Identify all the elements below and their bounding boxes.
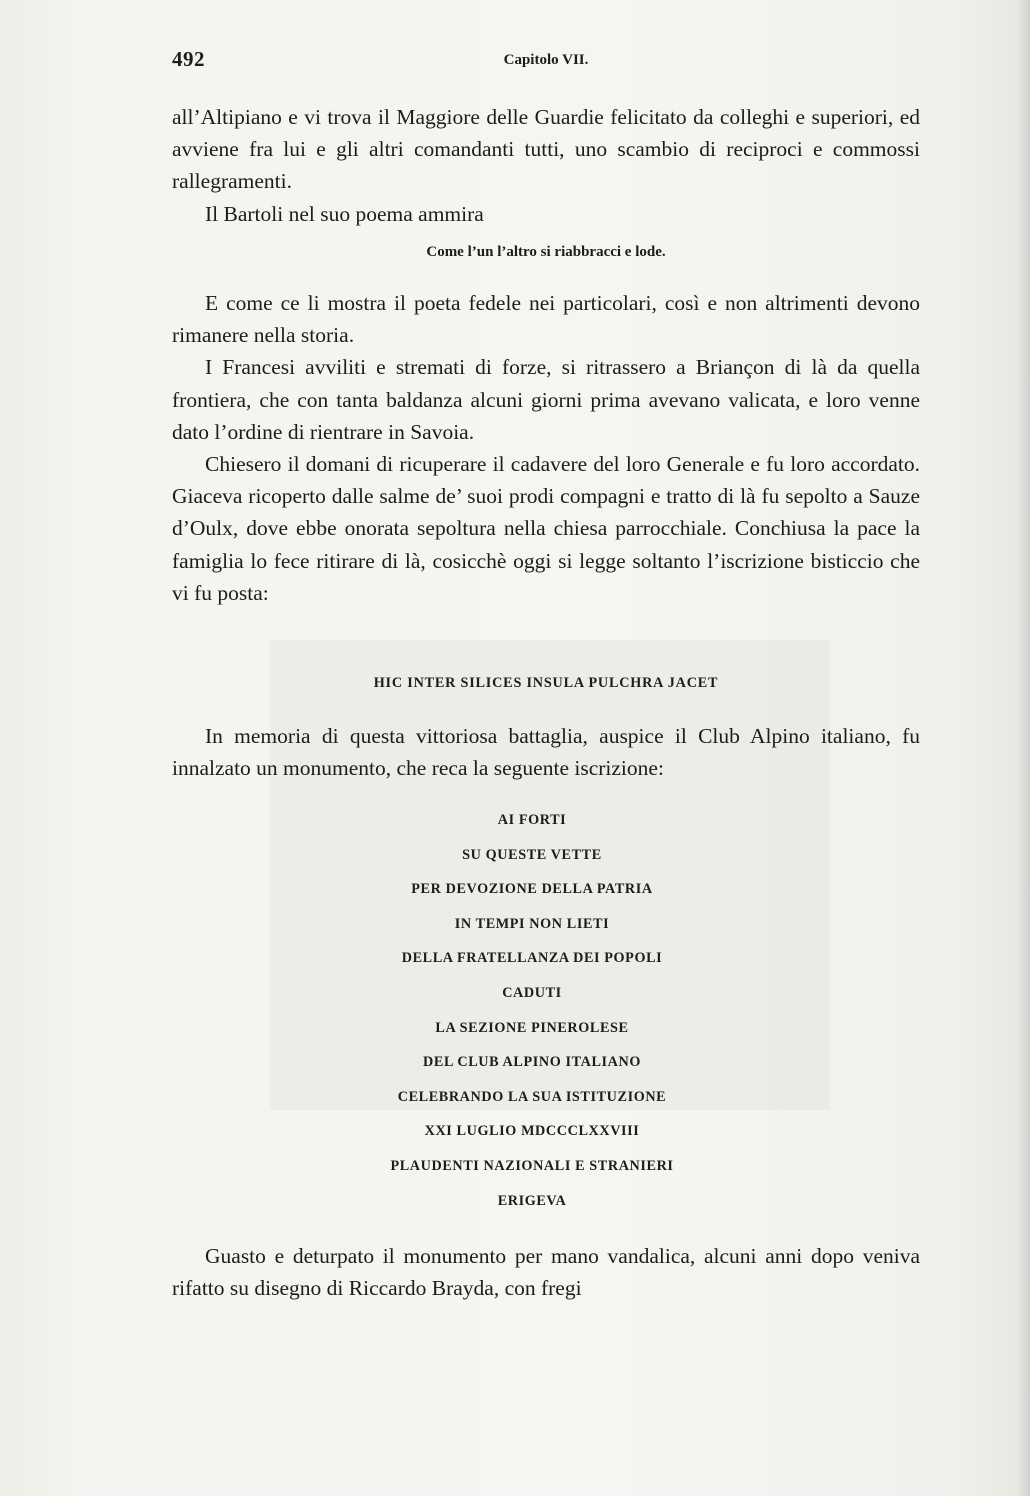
- inscription-line: PLAUDENTI NAZIONALI E STRANIERI: [390, 1157, 674, 1174]
- paragraph: all’Altipiano e vi trova il Maggiore delle Guardie felicitato da colleghi e superiori, ed avviene fra lui e gli altri comandanti tutti, uno scambio di reciproci e commossi rallegramenti.: [172, 105, 920, 194]
- page-number: 492: [172, 47, 205, 71]
- text-block-1: [172, 101, 920, 230]
- text-block-2: [172, 287, 920, 609]
- inscription-line: SU QUESTE VETTE: [462, 846, 602, 863]
- verse-quote: Come l’un l’altro si riabbracci e lode.: [426, 244, 666, 260]
- inscription-line: CELEBRANDO LA SUA ISTITUZIONE: [397, 1088, 667, 1105]
- page-edge-shadow: [1016, 0, 1030, 1496]
- inscription-line: DELLA FRATELLANZA DEI POPOLI: [401, 950, 663, 967]
- paragraph: In memoria di questa vittoriosa battaglia, auspice il Club Alpino italiano, fu innalzato un monumento, che reca la seguente iscrizione:: [172, 724, 920, 781]
- inscription-line: CADUTI: [502, 984, 562, 1001]
- paragraph: I Francesi avviliti e stremati di forze, si ritrassero a Briançon di là da quella frontiera, che con tanta baldanza alcuni giorni prima avevano valicata, e loro venne dato l’ordine di rientrare in Savoia.: [172, 355, 920, 444]
- inscription-line: LA SEZIONE PINEROLESE: [435, 1019, 629, 1036]
- page-header: [172, 47, 920, 77]
- running-head: Capitolo VII.: [503, 52, 589, 68]
- inscription-line: IN TEMPI NON LIETI: [454, 915, 610, 932]
- paragraph: E come ce li mostra il poeta fedele nei particolari, così e non altrimenti devono rimanere nella storia.: [172, 291, 920, 348]
- inscription-line: XXI LUGLIO MDCCCLXXVIII: [424, 1123, 640, 1140]
- paragraph: Chiesero il domani di ricuperare il cadavere del loro Generale e fu loro accordato. Giaceva ricoperto dalle salme de’ suoi prodi compagni e tratto di là fu sepolto a Sauze d’Oulx, dove ebbe onorata sepoltura nella chiesa parrocchiale. Conchiusa la pace la famiglia lo fece ritirare di là, cosicchè oggi si legge soltanto l’iscrizione bisticcio che vi fu posta:: [172, 452, 920, 605]
- latin-epitaph: HIC INTER SILICES INSULA PULCHRA JACET: [373, 675, 719, 691]
- text-block-3: [172, 720, 920, 784]
- paragraph: Il Bartoli nel suo poema ammira: [205, 201, 484, 226]
- inscription-line: DEL CLUB ALPINO ITALIANO: [423, 1054, 641, 1071]
- paragraph: Guasto e deturpato il monumento per mano vandalica, alcuni anni dopo veniva rifatto su disegno di Riccardo Brayda, con fregi: [172, 1244, 920, 1301]
- text-block-4: [172, 1240, 920, 1304]
- inscription-line: AI FORTI: [497, 812, 567, 828]
- monument-inscription: [172, 803, 892, 1218]
- inscription-line: ERIGEVA: [497, 1192, 567, 1209]
- inscription-line: PER DEVOZIONE DELLA PATRIA: [411, 881, 653, 898]
